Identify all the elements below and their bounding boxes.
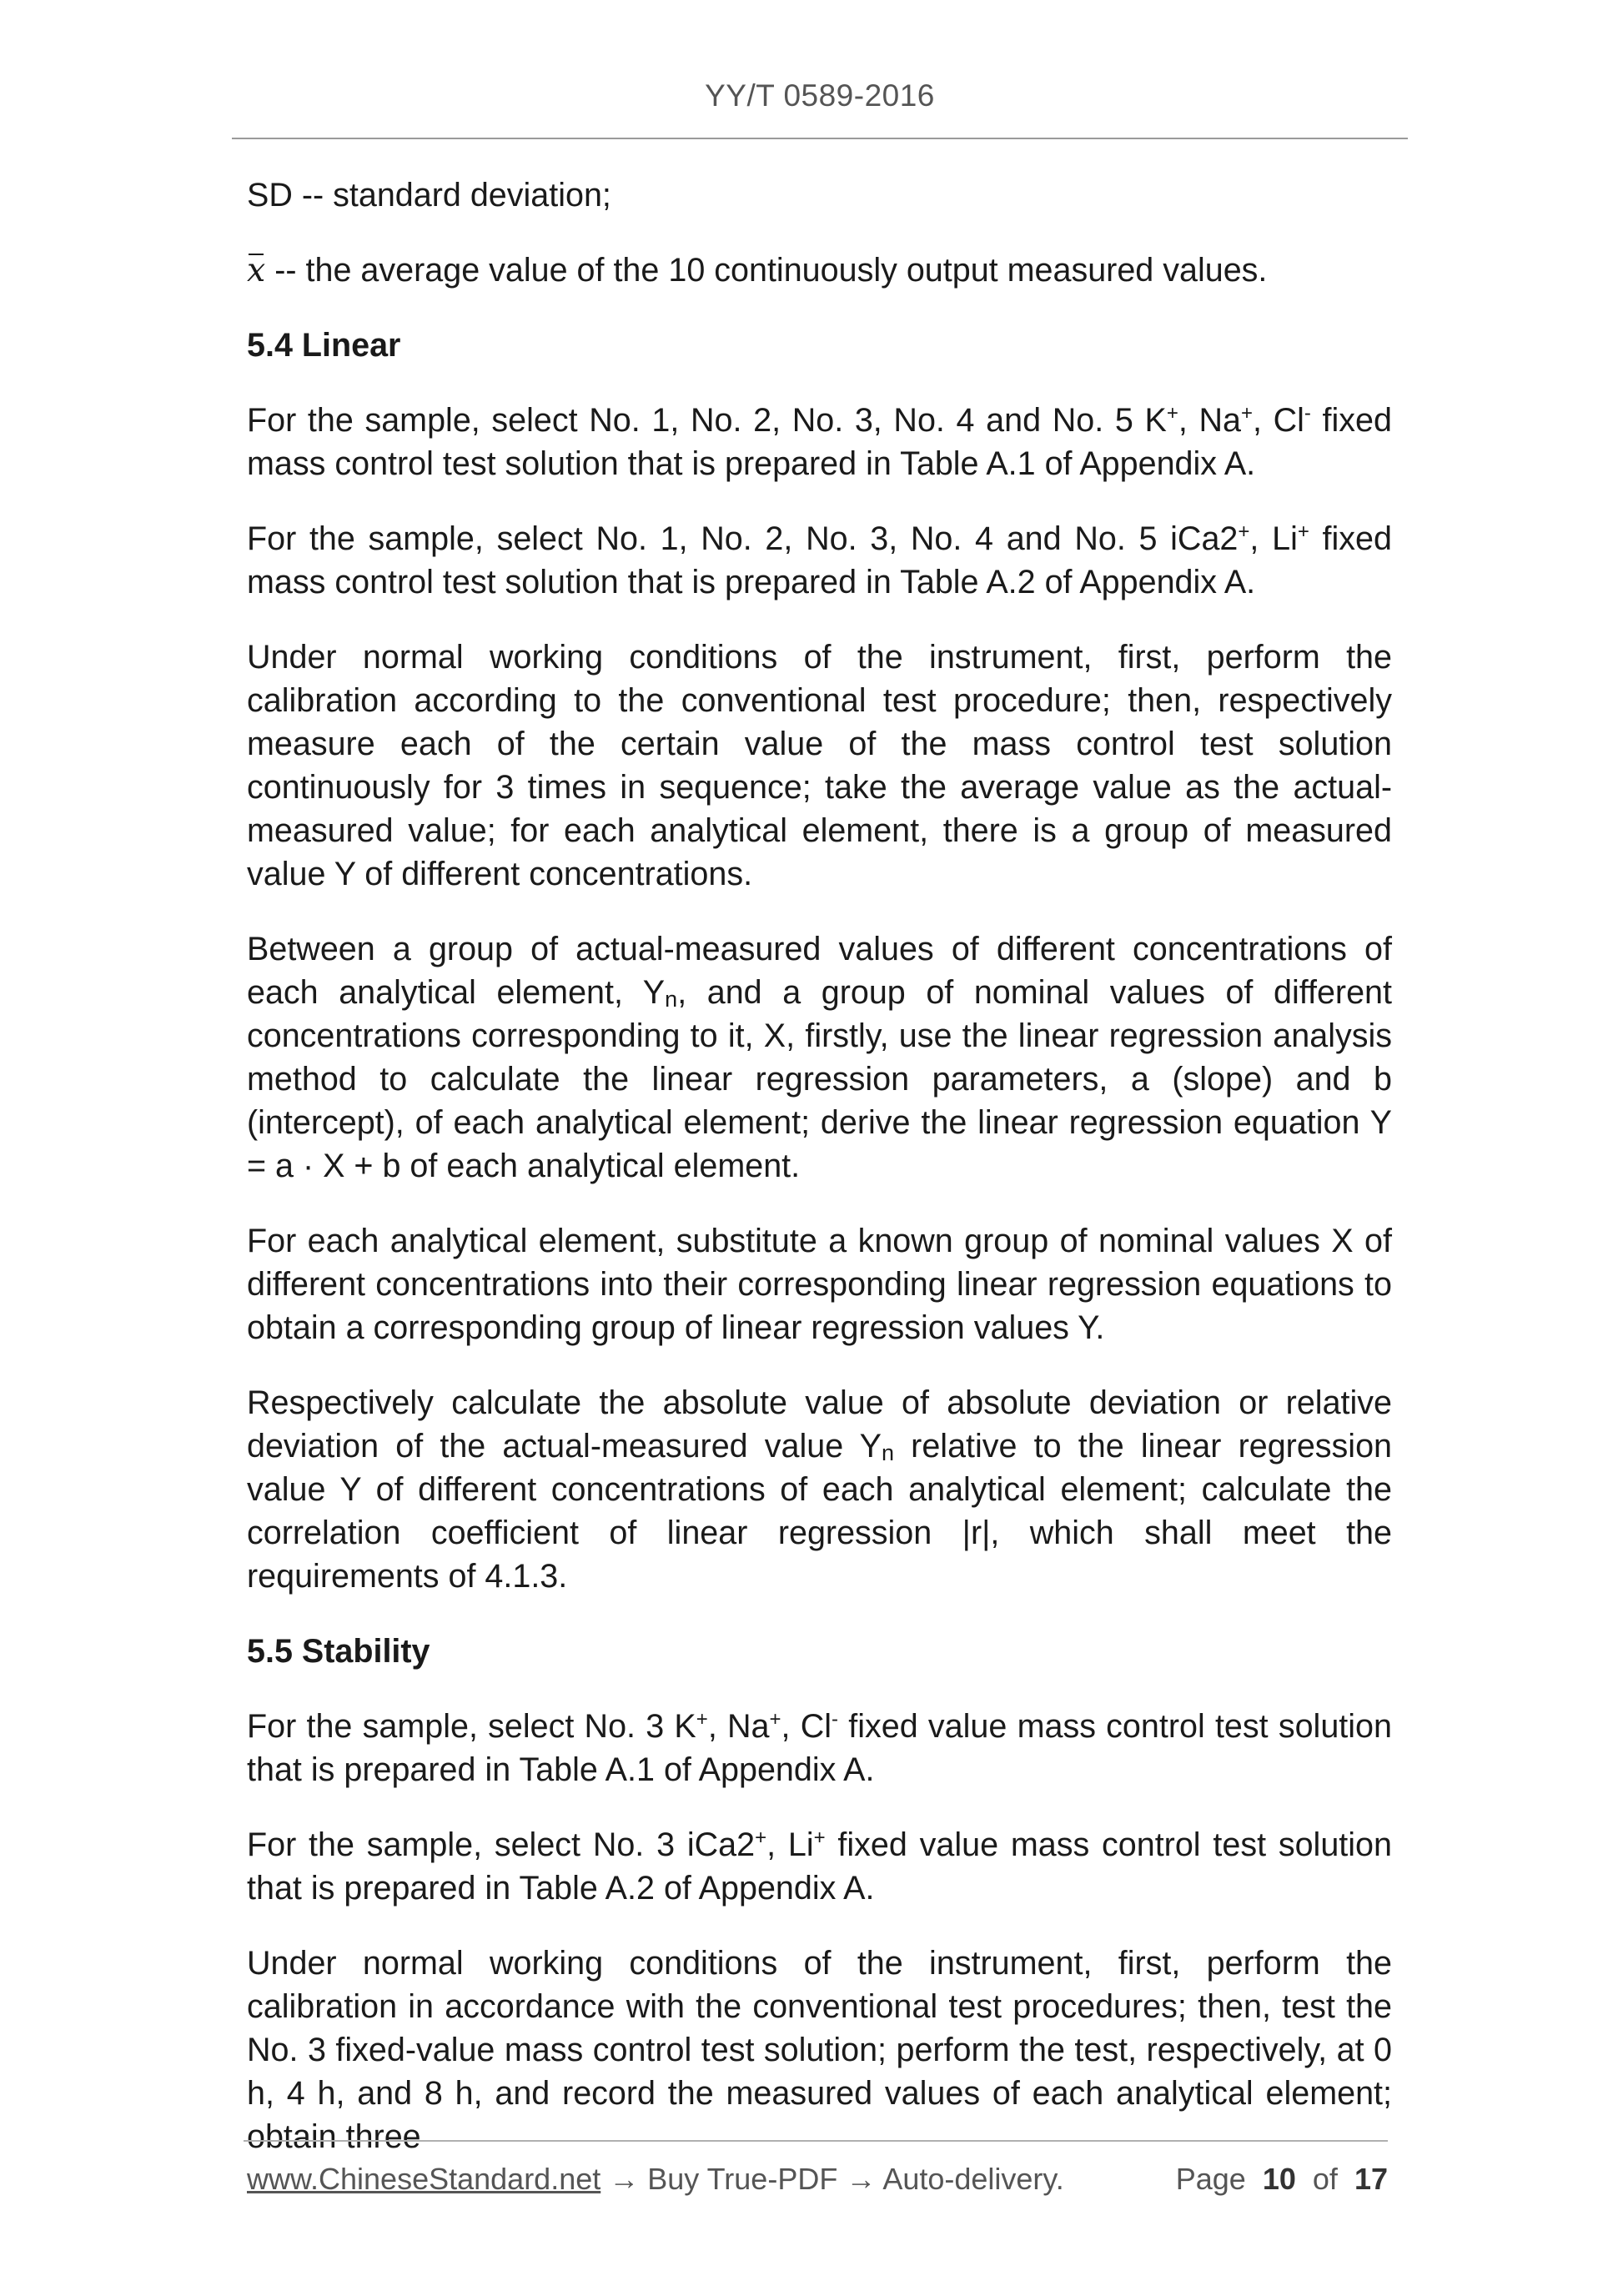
subscript: n (665, 987, 678, 1012)
page-footer (247, 2162, 1388, 2197)
paragraph-sd: SD -- standard deviation; (247, 177, 611, 214)
page-header (232, 78, 1408, 113)
page-total: 17 (1354, 2162, 1388, 2196)
paragraph-linear-deviation (247, 1381, 1392, 1598)
document-body (247, 173, 1392, 2190)
section-heading-linear: 5.4 Linear (247, 327, 401, 364)
paragraph-linear-sample-1 (247, 399, 1392, 485)
page-indicator (1176, 2162, 1388, 2197)
footer-divider (244, 2140, 1388, 2142)
x-bar-symbol: x (247, 249, 265, 292)
text-run: , and a group of nominal values of different concentrations corresponding to it, X, firstly, use the linear regression analysis method to calculate the linear regression parameters, a (slope) and b (intercept), of each analytical element; derive the linear regression equation Y = a · X + b of each analytical element. (247, 974, 1392, 1184)
text-run: For the sample, select No. 1, No. 2, No. 3, No. 4 and No. 5 K (247, 402, 1167, 439)
text-run: , Na (707, 1708, 770, 1745)
xbar-definition: -- the average value of the 10 continuously output measured values. (265, 252, 1268, 289)
superscript: + (769, 1708, 781, 1731)
paragraph-linear-sample-2 (247, 517, 1392, 604)
paragraph-stability-sample-2 (247, 1823, 1392, 1910)
text-run: Between a group of actual-measured values of different concentrations of each analytical element, Y (247, 931, 1392, 1011)
section-heading-stability: 5.5 Stability (247, 1633, 430, 1670)
superscript: + (813, 1826, 826, 1849)
text-run: , Li (766, 1826, 814, 1863)
standard-id: YY/T 0589-2016 (705, 78, 935, 113)
superscript: + (1297, 520, 1309, 543)
superscript: - (1304, 402, 1311, 425)
paragraph-stability-sample-1 (247, 1705, 1392, 1791)
superscript: + (696, 1708, 708, 1731)
website-link[interactable]: www.ChineseStandard.net (247, 2162, 601, 2196)
paragraph-linear-procedure: Under normal working conditions of the instrument, first, perform the calibration according to the conventional test procedure; then, respectively measure each of the certain value of the mass control test solution continuously for 3 times in sequence; take the average value as the actual-measured value; for each analytical element, there is a group of measured value Y of different concentrations. (247, 639, 1392, 892)
text-run: , Li (1249, 520, 1298, 557)
text-run: fixed value mass control test solution that is prepared in Table A.1 of Appendix A. (247, 1708, 1392, 1788)
text-run: fixed value mass control test solution that is prepared in Table A.2 of Appendix A. (247, 1826, 1392, 1907)
text-run: fixed mass control test solution that is prepared in Table A.2 of Appendix A. (247, 520, 1392, 600)
footer-tagline: → Buy True-PDF → Auto-delivery. (600, 2162, 1064, 2196)
superscript: + (1238, 520, 1250, 543)
text-run: For the sample, select No. 1, No. 2, No. 3, No. 4 and No. 5 iCa2 (247, 520, 1239, 557)
paragraph-stability-procedure: Under normal working conditions of the instrument, first, perform the calibration in accordance with the conventional test procedures; then, test the No. 3 fixed-value mass control test solution; perform the test, respectively, at 0 h, 4 h, and 8 h, and record the measured values of each analytical element; obtain three (247, 1945, 1392, 2155)
text-run: relative to the linear regression value Y of different concentrations of each analytical element; calculate the correlation coefficient of linear regression |r|, which shall meet the requirements of 4.1.3. (247, 1428, 1393, 1595)
text-run: , Cl (1252, 402, 1304, 439)
header-divider (232, 138, 1408, 139)
text-run: , Na (1178, 402, 1241, 439)
page-of-label: of (1312, 2162, 1338, 2196)
paragraph-xbar (247, 249, 1392, 292)
text-run: For the sample, select No. 3 iCa2 (247, 1826, 756, 1863)
text-run: For the sample, select No. 3 K (247, 1708, 696, 1745)
superscript: + (755, 1826, 767, 1849)
subscript: n (882, 1440, 895, 1465)
page-label: Page (1175, 2162, 1246, 2196)
text-run: Respectively calculate the absolute value of absolute deviation or relative deviation of the actual-measured value Y (247, 1384, 1392, 1465)
footer-left (247, 2162, 1064, 2197)
superscript: + (1166, 402, 1178, 425)
superscript: + (1240, 402, 1253, 425)
paragraph-linear-regression (247, 927, 1392, 1188)
text-run: fixed mass control test solution that is prepared in Table A.1 of Appendix A. (247, 402, 1392, 482)
text-run: , Cl (781, 1708, 832, 1745)
page-current: 10 (1262, 2162, 1296, 2196)
superscript: - (832, 1708, 839, 1731)
paragraph-linear-substitute: For each analytical element, substitute a known group of nominal values X of different concentrations into their corresponding linear regression equations to obtain a corresponding group of linear regression values Y. (247, 1223, 1392, 1346)
